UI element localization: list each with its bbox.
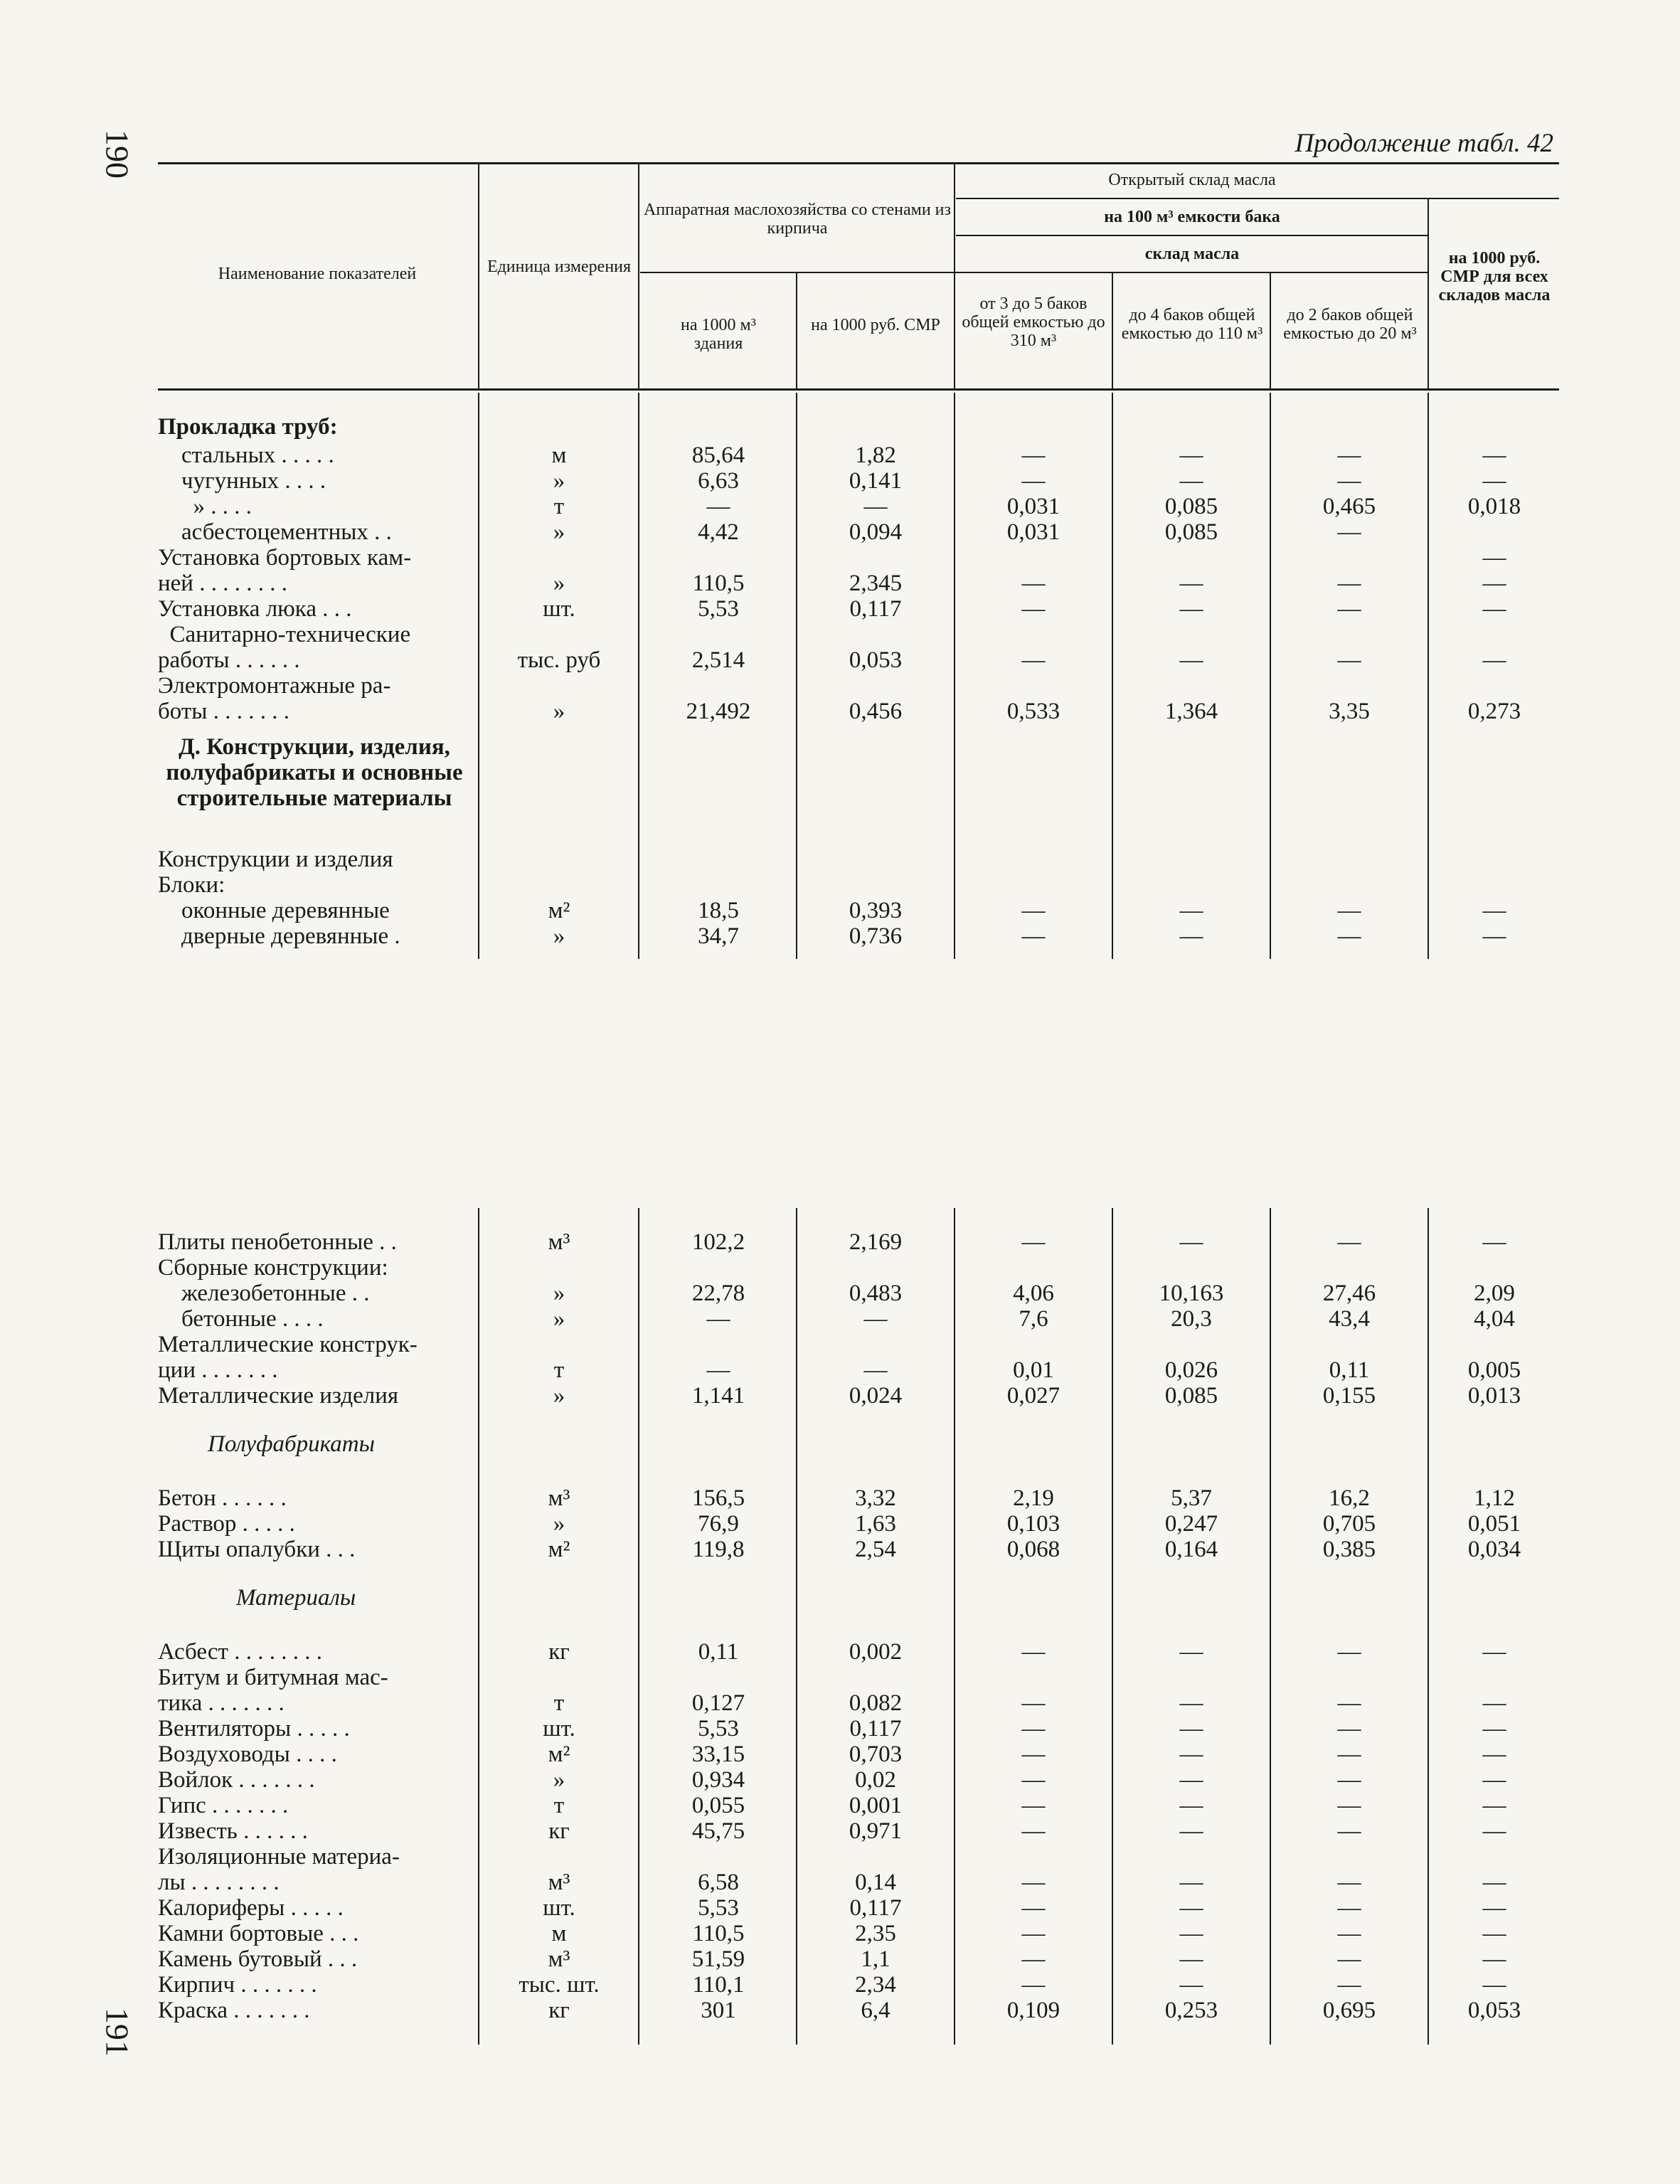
row-value: 85,64: [691, 442, 745, 468]
row-label: тика . . . . . . .: [158, 1690, 285, 1716]
row-value: —: [1482, 468, 1506, 494]
row-value: 0,026: [1164, 1357, 1218, 1383]
header-name: Наименование показателей: [218, 265, 417, 283]
row-label: Установка бортовых кам-: [158, 545, 412, 571]
row-value: 0,736: [849, 923, 903, 949]
row-value: 2,35: [855, 1921, 896, 1946]
row-value: —: [1337, 596, 1361, 622]
row-value: 0,051: [1467, 1511, 1521, 1537]
row-value: —: [706, 1306, 730, 1332]
row-value: 0,094: [849, 519, 903, 545]
row-label: оконные деревянные: [158, 898, 390, 923]
row-value: —: [863, 1357, 888, 1383]
row-value: —: [1179, 1895, 1203, 1921]
row-value: —: [1179, 923, 1203, 949]
row-value: 0,013: [1467, 1383, 1521, 1409]
row-label: Воздуховоды . . . .: [158, 1742, 337, 1767]
row-label: асбестоцементных . .: [158, 519, 392, 545]
row-value: 4,04: [1474, 1306, 1515, 1332]
row-value: 0,141: [849, 468, 903, 494]
row-value: 0,109: [1006, 1998, 1060, 2023]
row-value: —: [1021, 596, 1046, 622]
row-unit: »: [553, 1383, 565, 1409]
row-value: —: [1337, 898, 1361, 923]
row-value: 1,12: [1474, 1485, 1515, 1511]
row-value: 0,934: [691, 1767, 745, 1793]
row-value: 4,06: [1013, 1281, 1054, 1306]
row-value: —: [1179, 1946, 1203, 1972]
row-value: 102,2: [691, 1229, 745, 1255]
row-label: Кирпич . . . . . . .: [158, 1972, 317, 1998]
row-value: 0,001: [849, 1793, 903, 1818]
row-value: 0,034: [1467, 1537, 1521, 1562]
row-label: Щиты опалубки . . .: [158, 1537, 356, 1562]
row-unit: шт.: [543, 1716, 575, 1742]
row-value: —: [1482, 1818, 1506, 1844]
row-value: 27,46: [1322, 1281, 1376, 1306]
row-value: 0,456: [849, 699, 903, 724]
row-value: —: [863, 494, 888, 519]
row-label: Металлические изделия: [158, 1383, 399, 1409]
row-value: —: [1337, 1767, 1361, 1793]
row-value: 0,483: [849, 1281, 903, 1306]
row-label: Асбест . . . . . . . .: [158, 1639, 322, 1665]
row-value: —: [1021, 442, 1046, 468]
row-value: —: [1482, 1742, 1506, 1767]
row-unit: »: [553, 1306, 565, 1332]
row-value: 0,11: [698, 1639, 739, 1665]
row-value: 0,031: [1006, 519, 1060, 545]
row-value: 1,141: [691, 1383, 745, 1409]
row-unit: т: [553, 494, 565, 519]
row-label: ции . . . . . . .: [158, 1357, 278, 1383]
row-value: 33,15: [691, 1742, 745, 1767]
row-unit: т: [553, 1793, 565, 1818]
row-label: дверные деревянные .: [158, 923, 400, 949]
row-label: Битум и битумная мас-: [158, 1665, 388, 1690]
header-col-app2: на 1000 руб. СМР: [811, 316, 940, 334]
row-label: Известь . . . . . .: [158, 1818, 308, 1844]
row-value: —: [1179, 647, 1203, 673]
row-value: —: [1021, 1716, 1046, 1742]
row-value: 2,19: [1013, 1485, 1054, 1511]
row-value: —: [1337, 519, 1361, 545]
row-label: бетонные . . . .: [158, 1306, 324, 1332]
row-value: —: [1482, 1895, 1506, 1921]
row-value: —: [1482, 898, 1506, 923]
row-value: 0,253: [1164, 1998, 1218, 2023]
row-value: 51,59: [691, 1946, 745, 1972]
row-value: 6,4: [861, 1998, 890, 2023]
row-value: —: [1021, 468, 1046, 494]
row-label: Камень бутовый . . .: [158, 1946, 358, 1972]
row-unit: м: [551, 1921, 567, 1946]
row-value: 0,11: [1329, 1357, 1370, 1383]
row-unit: м³: [548, 1229, 570, 1255]
row-value: 18,5: [698, 898, 739, 923]
row-value: 22,78: [691, 1281, 745, 1306]
row-value: —: [1337, 1946, 1361, 1972]
row-value: 10,163: [1159, 1281, 1224, 1306]
header-open-group: Открытый склад масла: [1108, 171, 1276, 189]
row-value: —: [1337, 1639, 1361, 1665]
row-value: 5,53: [698, 1716, 739, 1742]
row-label: Раствор . . . . .: [158, 1511, 295, 1537]
row-value: —: [1179, 1229, 1203, 1255]
row-value: —: [1021, 1895, 1046, 1921]
row-value: —: [1482, 1946, 1506, 1972]
row-value: 76,9: [698, 1511, 739, 1537]
row-label: Краска . . . . . . .: [158, 1998, 310, 2023]
row-value: 0,705: [1322, 1511, 1376, 1537]
row-value: 4,42: [698, 519, 739, 545]
row-value: —: [1179, 1767, 1203, 1793]
row-label: железобетонные . .: [158, 1281, 370, 1306]
row-label: Войлок . . . . . . .: [158, 1767, 315, 1793]
section-d-title: Д. Конструкции, изделия, полуфабрикаты и основные строительные материалы: [166, 734, 463, 811]
row-value: 2,169: [849, 1229, 903, 1255]
row-value: —: [706, 1357, 730, 1383]
row-value: 5,53: [698, 596, 739, 622]
row-value: —: [1337, 1818, 1361, 1844]
row-value: —: [1021, 1921, 1046, 1946]
header-unit: Единица измерения: [487, 258, 632, 276]
row-value: —: [1482, 1690, 1506, 1716]
row-value: —: [1337, 1793, 1361, 1818]
page-number-top: 190: [99, 129, 136, 179]
header-col-last: на 1000 руб. СМР для всех складов масла: [1438, 249, 1551, 304]
row-value: 0,117: [849, 1895, 902, 1921]
row-label: Плиты пенобетонные . .: [158, 1229, 397, 1255]
row-value: 0,085: [1164, 519, 1218, 545]
row-value: —: [1482, 442, 1506, 468]
row-value: —: [1337, 1972, 1361, 1998]
row-value: —: [1021, 1946, 1046, 1972]
row-unit: »: [553, 1511, 565, 1537]
row-value: —: [1337, 923, 1361, 949]
row-value: —: [1482, 1793, 1506, 1818]
row-value: 0,155: [1322, 1383, 1376, 1409]
row-unit: »: [553, 923, 565, 949]
row-value: 0,031: [1006, 494, 1060, 519]
row-value: —: [1337, 1690, 1361, 1716]
row-label: работы . . . . . .: [158, 647, 300, 673]
row-value: 0,055: [691, 1793, 745, 1818]
row-value: —: [1179, 571, 1203, 596]
row-value: 119,8: [692, 1537, 745, 1562]
row-value: —: [1482, 1639, 1506, 1665]
row-value: —: [1179, 1921, 1203, 1946]
row-value: —: [1337, 1229, 1361, 1255]
row-value: —: [1179, 442, 1203, 468]
row-value: —: [1179, 898, 1203, 923]
row-value: 34,7: [698, 923, 739, 949]
row-value: 0,971: [849, 1818, 903, 1844]
row-value: 45,75: [691, 1818, 745, 1844]
row-value: 0,085: [1164, 1383, 1218, 1409]
header-col-s1: от 3 до 5 баков общей емкостью до 310 м³: [962, 295, 1105, 350]
row-label: Сборные конструкции:: [158, 1255, 388, 1281]
row-value: 0,02: [855, 1767, 896, 1793]
row-unit: м³: [548, 1946, 570, 1972]
row-value: —: [1179, 1639, 1203, 1665]
row-value: —: [1482, 571, 1506, 596]
row-value: 7,6: [1019, 1306, 1048, 1332]
row-value: 0,053: [1467, 1998, 1521, 2023]
row-value: —: [1179, 1818, 1203, 1844]
row-value: 0,002: [849, 1639, 903, 1665]
row-value: 0,703: [849, 1742, 903, 1767]
row-value: —: [1482, 1716, 1506, 1742]
row-value: 0,14: [855, 1870, 896, 1895]
row-unit: м²: [548, 1537, 570, 1562]
row-unit: м³: [548, 1870, 570, 1895]
row-value: 2,09: [1474, 1281, 1515, 1306]
row-value: —: [1179, 1742, 1203, 1767]
row-value: —: [1179, 1793, 1203, 1818]
row-unit: »: [553, 1281, 565, 1306]
row-value: 2,514: [691, 647, 745, 673]
row-value: 1,63: [855, 1511, 896, 1537]
table-caption: Продолжение табл. 42: [1294, 129, 1553, 158]
row-value: 0,053: [849, 647, 903, 673]
row-value: —: [1179, 1716, 1203, 1742]
row-value: —: [1482, 1767, 1506, 1793]
row-unit: т: [553, 1690, 565, 1716]
header-sklad: склад масла: [1144, 245, 1240, 263]
row-value: —: [1021, 898, 1046, 923]
row-value: —: [1021, 1229, 1046, 1255]
row-value: 0,068: [1006, 1537, 1060, 1562]
row-value: —: [1337, 571, 1361, 596]
row-unit: м³: [548, 1485, 570, 1511]
row-value: 20,3: [1171, 1306, 1212, 1332]
header-per100: на 100 м³ емкости бака: [1104, 208, 1280, 226]
header-col-s2: до 4 баков общей емкостью до 110 м³: [1121, 306, 1263, 343]
row-value: —: [1021, 1639, 1046, 1665]
row-label: Гипс . . . . . . .: [158, 1793, 289, 1818]
row-value: —: [1021, 571, 1046, 596]
row-unit: м: [551, 442, 567, 468]
row-value: 0,117: [849, 596, 902, 622]
row-value: 6,58: [698, 1870, 739, 1895]
subsection-materials: Материалы: [236, 1585, 356, 1611]
row-value: 2,345: [849, 571, 903, 596]
row-value: 0,024: [849, 1383, 903, 1409]
row-value: 0,465: [1322, 494, 1376, 519]
row-value: —: [1337, 468, 1361, 494]
row-value: 5,53: [698, 1895, 739, 1921]
row-value: —: [1021, 1972, 1046, 1998]
row-label: Санитарно-технические: [158, 622, 411, 647]
row-value: —: [1337, 1716, 1361, 1742]
row-value: 156,5: [691, 1485, 745, 1511]
row-value: 0,117: [849, 1716, 902, 1742]
row-unit: »: [553, 1767, 565, 1793]
row-label: чугунных . . . .: [158, 468, 326, 494]
row-value: 0,005: [1467, 1357, 1521, 1383]
header-app-group: Аппаратная маслохозяйства со стенами из кирпича: [644, 201, 951, 238]
row-label: Бетон . . . . . .: [158, 1485, 287, 1511]
row-value: 0,393: [849, 898, 903, 923]
row-value: —: [1482, 1972, 1506, 1998]
row-label: Металлические конструк-: [158, 1332, 418, 1357]
row-value: 0,01: [1013, 1357, 1054, 1383]
row-value: 1,82: [855, 442, 896, 468]
row-value: 0,027: [1006, 1383, 1060, 1409]
row-label: Электромонтажные ра-: [158, 673, 391, 699]
row-unit: тыс. руб: [517, 647, 601, 673]
row-label: Установка люка . . .: [158, 596, 352, 622]
row-unit: м²: [548, 898, 570, 923]
row-value: 1,1: [861, 1946, 890, 1972]
row-value: —: [1179, 1972, 1203, 1998]
row-unit: кг: [548, 1998, 570, 2023]
row-value: 0,164: [1164, 1537, 1218, 1562]
row-value: —: [863, 1306, 888, 1332]
row-label: Вентиляторы . . . . .: [158, 1716, 350, 1742]
row-value: —: [1337, 442, 1361, 468]
row-value: 0,247: [1164, 1511, 1218, 1537]
row-value: 110,5: [692, 1921, 745, 1946]
row-value: —: [1337, 1921, 1361, 1946]
row-value: 2,34: [855, 1972, 896, 1998]
row-label: Блоки:: [158, 872, 225, 898]
row-value: —: [1179, 468, 1203, 494]
row-unit: »: [553, 468, 565, 494]
row-value: —: [1021, 923, 1046, 949]
row-label: ней . . . . . . . .: [158, 571, 287, 596]
row-value: 0,103: [1006, 1511, 1060, 1537]
row-value: 21,492: [686, 699, 751, 724]
row-value: —: [1179, 1690, 1203, 1716]
row-value: —: [1482, 596, 1506, 622]
row-value: —: [1337, 1742, 1361, 1767]
row-value: —: [1179, 596, 1203, 622]
row-value: —: [1021, 1742, 1046, 1767]
row-value: —: [1021, 1793, 1046, 1818]
row-label: Калориферы . . . . .: [158, 1895, 344, 1921]
row-value: 0,085: [1164, 494, 1218, 519]
row-unit: »: [553, 519, 565, 545]
row-value: —: [1179, 1870, 1203, 1895]
row-value: —: [1021, 1818, 1046, 1844]
row-value: —: [1021, 647, 1046, 673]
row-unit: т: [553, 1357, 565, 1383]
page-number-bottom: 191: [99, 2008, 136, 2057]
row-value: —: [1021, 1690, 1046, 1716]
row-unit: »: [553, 571, 565, 596]
row-label: лы . . . . . . . .: [158, 1870, 280, 1895]
row-value: 110,1: [692, 1972, 745, 1998]
row-value: 3,32: [855, 1485, 896, 1511]
row-value: —: [1021, 1767, 1046, 1793]
row-value: 0,127: [691, 1690, 745, 1716]
row-value: 301: [701, 1998, 736, 2023]
row-value: 43,4: [1329, 1306, 1370, 1332]
row-value: —: [1337, 1895, 1361, 1921]
row-value: 3,35: [1329, 699, 1370, 724]
header-col-s3: до 2 баков общей емкостью до 20 м³: [1283, 306, 1417, 343]
row-value: —: [1021, 1870, 1046, 1895]
row-value: —: [1482, 545, 1506, 571]
row-value: 0,018: [1467, 494, 1521, 519]
row-label: Прокладка труб:: [158, 414, 338, 440]
row-value: 0,695: [1322, 1998, 1376, 2023]
row-value: —: [1482, 1229, 1506, 1255]
row-label: Камни бортовые . . .: [158, 1921, 359, 1946]
row-value: —: [1337, 1870, 1361, 1895]
row-value: 0,082: [849, 1690, 903, 1716]
row-value: —: [1482, 1921, 1506, 1946]
row-value: 0,533: [1006, 699, 1060, 724]
subsection-semi-finished: Полуфабрикаты: [208, 1431, 375, 1457]
row-value: 0,273: [1467, 699, 1521, 724]
row-label: Конструкции и изделия: [158, 847, 393, 872]
row-value: —: [1482, 923, 1506, 949]
row-unit: шт.: [543, 596, 575, 622]
row-value: —: [1482, 647, 1506, 673]
row-value: —: [706, 494, 730, 519]
row-value: 0,385: [1322, 1537, 1376, 1562]
row-value: 16,2: [1329, 1485, 1370, 1511]
row-unit: м²: [548, 1742, 570, 1767]
row-value: —: [1337, 647, 1361, 673]
row-value: 1,364: [1164, 699, 1218, 724]
row-label: » . . . .: [158, 494, 252, 519]
row-value: 6,63: [698, 468, 739, 494]
row-value: —: [1482, 1870, 1506, 1895]
row-unit: тыс. шт.: [519, 1972, 600, 1998]
row-label: стальных . . . . .: [158, 442, 334, 468]
row-unit: кг: [548, 1818, 570, 1844]
header-col-app1: на 1000 м³ здания: [681, 316, 756, 353]
row-value: 5,37: [1171, 1485, 1212, 1511]
row-value: 2,54: [855, 1537, 896, 1562]
row-unit: кг: [548, 1639, 570, 1665]
row-label: боты . . . . . . .: [158, 699, 289, 724]
row-label: Изоляционные материа-: [158, 1844, 400, 1870]
row-value: 110,5: [692, 571, 745, 596]
row-unit: »: [553, 699, 565, 724]
row-unit: шт.: [543, 1895, 575, 1921]
